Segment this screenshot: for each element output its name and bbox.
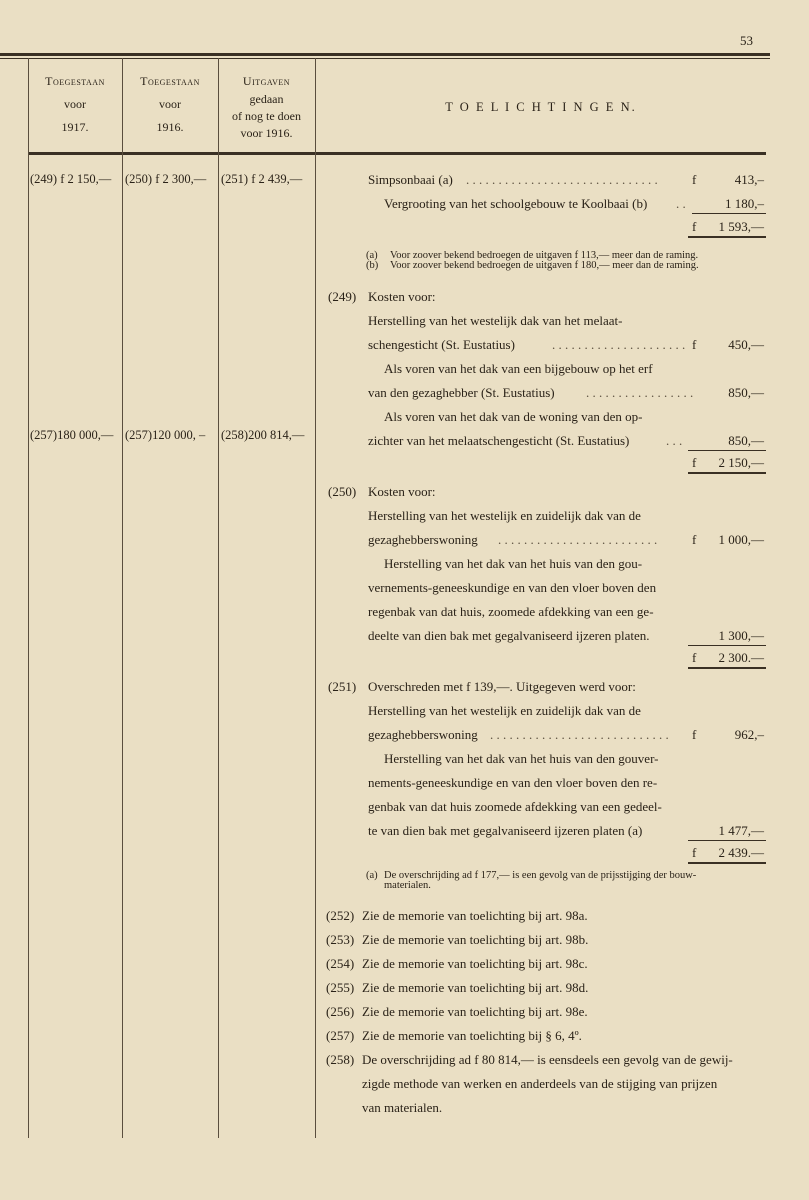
n250-line-6-amount: 1 300,—	[718, 628, 764, 643]
leader-dots: . . . . . . . . . . . . . . . . . . . . .	[552, 337, 686, 352]
n249-line-1: Herstelling van het westelijk dak van het melaat-	[368, 313, 623, 328]
n250-line-3: Herstelling van het dak van het huis van den gou-	[384, 556, 643, 571]
page-number: 53	[740, 33, 753, 48]
total-rule	[688, 472, 766, 474]
header-col-2-line-2: voor	[159, 97, 181, 111]
header-col-1	[28, 74, 122, 134]
block-a-note-b-label: (b)	[366, 260, 379, 271]
header-col-2-line-3: 1916.	[156, 120, 184, 134]
n250-total-amount: 2 300.—	[718, 650, 764, 665]
n251-line-2: gezaghebberswoning	[368, 727, 478, 742]
column-rule-1	[122, 58, 123, 1138]
leader-dots: . . . . . . . . . . . . . . . . . . . . . . . . . . . .	[490, 727, 669, 742]
top-rule	[0, 53, 770, 56]
n249-total-amount: 2 150,—	[718, 455, 764, 470]
block-a-note-a: Voor zoover bekend bedroegen de uitgaven f 113,— meer dan de raming.	[390, 250, 699, 261]
ref-252-text: Zie de memorie van toelichting bij art. 98a.	[362, 908, 588, 923]
header-col-3-line-1: Uitgaven	[242, 74, 291, 88]
amount-row2-col1: (257)180 000,—	[30, 428, 114, 442]
n251-total-amount: 2 439.—	[718, 845, 764, 860]
n258-line-3: van materialen.	[362, 1100, 443, 1115]
amount-row2-col2: (257)120 000, –	[125, 428, 206, 442]
n251-line-4: nements-geneeskundige en van den vloer boven den re-	[368, 775, 658, 790]
n249-line-5: Als voren van het dak van de woning van den op-	[384, 409, 643, 424]
n251-note-line-1: De overschrijding ad f 177,— is een gevolg van de prijsstijging der bouw-	[384, 870, 697, 881]
header-col-2-line-1: Toegestaan	[140, 74, 200, 88]
n251-note-line-2: materialen.	[384, 880, 431, 891]
header-col-3	[218, 74, 315, 140]
sum-rule	[688, 450, 766, 451]
leader-dots: . . . . . . . . . . . . . . . . . . . . . . . . .	[498, 532, 658, 547]
block-a-line2-amount: 1 180,–	[725, 196, 764, 211]
n249-line-4: van den gezaghebber (St. Eustatius)	[368, 385, 555, 400]
header-col-1-line-3: 1917.	[61, 120, 89, 134]
sum-rule	[692, 213, 766, 214]
ref-254-text: Zie de memorie van toelichting bij art. 98c.	[362, 956, 588, 971]
amount-row2-col3: (258)200 814,—	[221, 428, 305, 442]
block-a-note-b: Voor zoover bekend bedroegen de uitgaven f 180,— meer dan de raming.	[390, 260, 699, 271]
ref-256-label: (256)	[326, 1004, 355, 1019]
n250-title: Kosten voor:	[368, 484, 436, 499]
n249-line-6-amount: 850,—	[728, 433, 764, 448]
amount-row1-col1: (249) f 2 150,—	[30, 172, 112, 186]
top-rule-thin	[0, 58, 770, 59]
n251-line-1: Herstelling van het westelijk en zuidelijk dak van de	[368, 703, 641, 718]
n249-line-3: Als voren van het dak van een bijgebouw op het erf	[384, 361, 653, 376]
ref-257-text: Zie de memorie van toelichting bij § 6, 4º.	[362, 1028, 582, 1043]
n251-note-label: (a)	[366, 870, 378, 881]
block-a-line1-f: f	[692, 172, 697, 187]
n251-title: Overschreden met f 139,—. Uitgegeven werd voor:	[368, 679, 636, 694]
amount-row1-col2: (250) f 2 300,—	[125, 172, 207, 186]
n250-line-5: regenbak van dat huis, zoomede afdekking van een ge-	[368, 604, 654, 619]
header-col-3-line-2: gedaan	[249, 92, 284, 106]
ref-255-text: Zie de memorie van toelichting bij art. 98d.	[362, 980, 589, 995]
sum-rule	[688, 840, 766, 841]
header-col-3-line-3: of nog te doen	[232, 109, 301, 123]
header-col-1-line-2: voor	[64, 97, 86, 111]
total-rule	[688, 862, 766, 864]
n250-line-2: gezaghebberswoning	[368, 532, 478, 547]
amount-row1-col3: (251) f 2 439,—	[221, 172, 303, 186]
n249-line-2: schengesticht (St. Eustatius)	[368, 337, 515, 352]
n250-line-4: vernements-geneeskundige en van den vloer boven den	[368, 580, 657, 595]
leader-dots: . .	[676, 196, 686, 211]
total-rule	[688, 667, 766, 669]
header-col-1-line-1: Toegestaan	[45, 74, 105, 88]
n250-label: (250)	[328, 484, 357, 499]
n251-line-6-amount: 1 477,—	[718, 823, 764, 838]
sum-rule	[688, 645, 766, 646]
header-rule	[28, 152, 766, 155]
n250-line-2-f: f	[692, 532, 697, 547]
n251-line-6: te van dien bak met gegalvaniseerd ijzeren platen (a)	[368, 823, 643, 838]
leader-dots: . . . . . . . . . . . . . . . . . . . . . . . . . . . . . .	[466, 172, 658, 187]
block-a-line2: Vergrooting van het schoolgebouw te Koolbaai (b)	[384, 196, 648, 211]
n250-line-2-amount: 1 000,—	[718, 532, 764, 547]
n251-line-5: genbak van dat huis zoomede afdekking van een gedeel-	[368, 799, 662, 814]
header-col-4: T O E L I C H T I N G E N.	[445, 100, 637, 114]
n258-line-2: zigde methode van werken en anderdeels van de stijging van prijzen	[362, 1076, 718, 1091]
n249-label: (249)	[328, 289, 357, 304]
total-rule	[688, 236, 766, 238]
n249-title: Kosten voor:	[368, 289, 436, 304]
n249-line-2-f: f	[692, 337, 697, 352]
column-rule-2	[218, 58, 219, 1138]
block-a-line1: Simpsonbaai (a)	[368, 172, 453, 187]
n249-line-6: zichter van het melaatschengesticht (St. Eustatius)	[368, 433, 630, 448]
column-rule-left	[28, 58, 29, 1138]
n251-line-2-f: f	[692, 727, 697, 742]
n250-line-1: Herstelling van het westelijk en zuidelijk dak van de	[368, 508, 641, 523]
ref-253-text: Zie de memorie van toelichting bij art. 98b.	[362, 932, 589, 947]
ref-252-label: (252)	[326, 908, 355, 923]
block-a-total-amount: 1 593,—	[718, 219, 764, 234]
ref-253-label: (253)	[326, 932, 355, 947]
n249-total-f: f	[692, 455, 697, 470]
n251-label: (251)	[328, 679, 357, 694]
n250-line-6: deelte van dien bak met gegalvaniseerd ijzeren platen.	[368, 628, 650, 643]
header-col-2	[122, 74, 218, 134]
ref-255-label: (255)	[326, 980, 355, 995]
n258-line-1: De overschrijding ad f 80 814,— is eensdeels een gevolg van de gewij-	[362, 1052, 733, 1067]
header-col-3-line-4: voor 1916.	[240, 126, 293, 140]
column-rule-3	[315, 58, 316, 1138]
n258-label: (258)	[326, 1052, 355, 1067]
ref-256-text: Zie de memorie van toelichting bij art. 98e.	[362, 1004, 588, 1019]
n249-line-2-amount: 450,—	[728, 337, 764, 352]
leader-dots: . . . . . . . . . . . . . . . . .	[586, 385, 694, 400]
ref-257-label: (257)	[326, 1028, 355, 1043]
leader-dots: . . .	[666, 433, 683, 448]
block-a-note-a-label: (a)	[366, 250, 378, 261]
block-a-total-f: f	[692, 219, 697, 234]
n251-total-f: f	[692, 845, 697, 860]
n249-line-4-amount: 850,—	[728, 385, 764, 400]
n251-line-2-amount: 962,–	[734, 727, 764, 742]
ref-254-label: (254)	[326, 956, 355, 971]
n251-line-3: Herstelling van het dak van het huis van den gouver-	[384, 751, 659, 766]
n250-total-f: f	[692, 650, 697, 665]
block-a-line1-amount: 413,–	[734, 172, 764, 187]
